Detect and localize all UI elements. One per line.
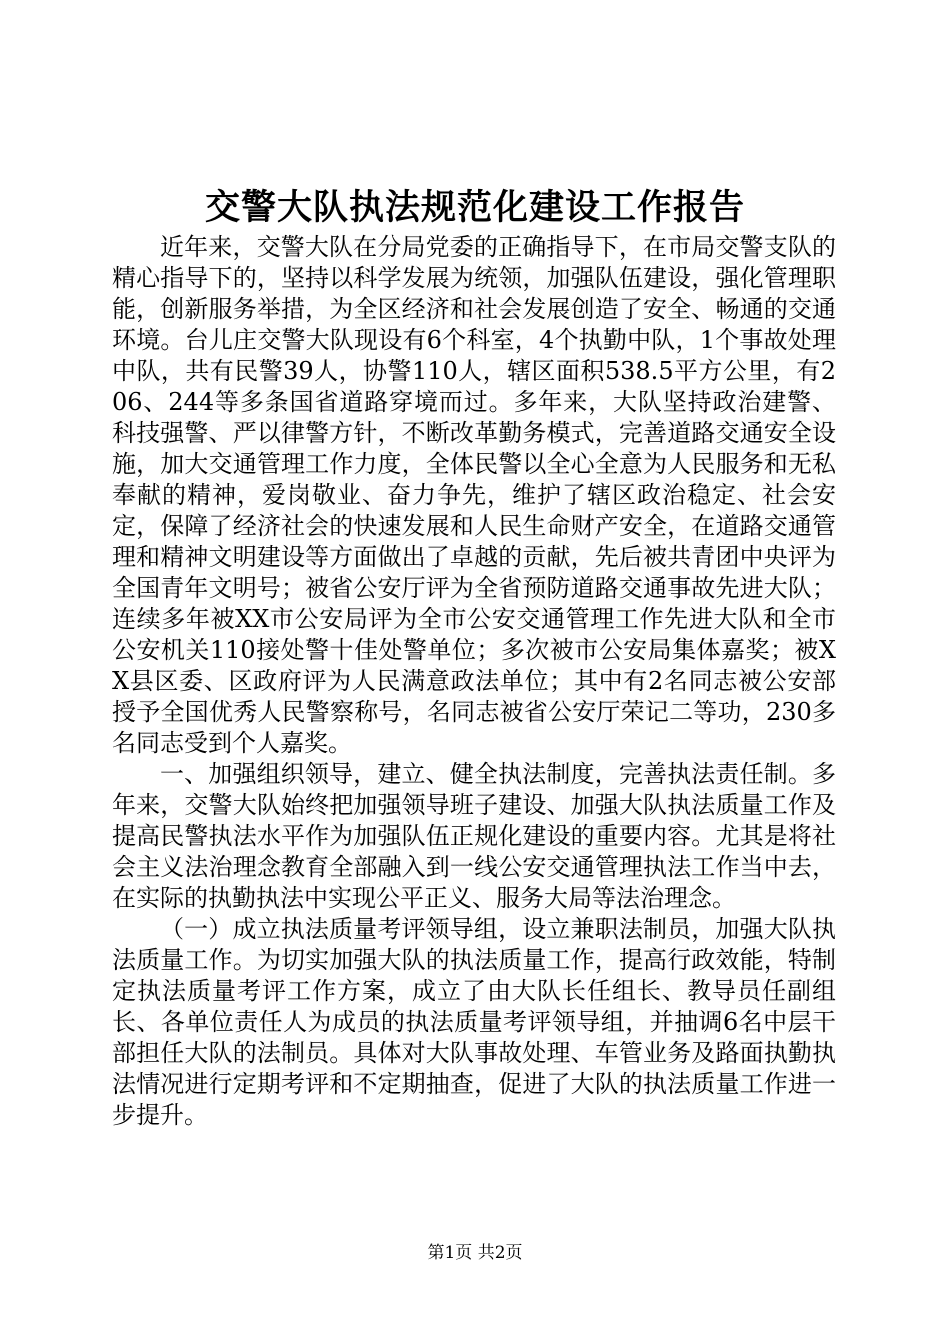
page-footer: 第1页 共2页 xyxy=(427,1243,523,1263)
paragraph-subsection-one: （一）成立执法质量考评领导组，设立兼职法制员，加强大队执法质量工作。为切实加强大队的执法质量工作，提高行政效能，特制定执法质量考评工作方案，成立了由大队长任组长、教导员任副组长、各单位责任人为成员的执法质量考评领导组，并抽调6名中层干部担任大队的法制员。具体对大队事故处理、车管业务及路面执勤执法情况进行定期考评和不定期抽查，促进了大队的执法质量工作进一步提升。 xyxy=(112,915,836,1129)
paragraph-section-one: 一、加强组织领导，建立、健全执法制度，完善执法责任制。多年来，交警大队始终把加强领导班子建设、加强大队执法质量工作及提高民警执法水平作为加强队伍正规化建设的重要内容。尤其是将社会主义法治理念教育全部融入到一线公安交通管理执法工作当中去，在实际的执勤执法中实现公平正义、服务大局等法治理念。 xyxy=(112,760,836,912)
paragraph-intro: 近年来，交警大队在分局党委的正确指导下，在市局交警支队的精心指导下的，坚持以科学发展为统领，加强队伍建设，强化管理职能，创新服务举措，为全区经济和社会发展创造了安全、畅通的交通环境。台儿庄交警大队现设有6个科室，4个执勤中队，1个事故处理中队，共有民警39人，协警110人，辖区面积538.5平方公里，有206、244等多条国省道路穿境而过。多年来，大队坚持政治建警、科技强警、严以律警方针，不断改革勤务模式，完善道路交通安全设施，加大交通管理工作力度，全体民警以全心全意为人民服务和无私奉献的精神，爱岗敬业、奋力争先，维护了辖区政治稳定、社会安定，保障了经济社会的快速发展和人民生命财产安全，在道路交通管理和精神文明建设等方面做出了卓越的贡献，先后被共青团中央评为全国青年文明号；被省公安厅评为全省预防道路交通事故先进大队；连续多年被XX市公安局评为全市公安交通管理工作先进大队和全市公安机关110接处警十佳处警单位；多次被市公安局集体嘉奖；被XX县区委、区政府评为人民满意政法单位；其中有2名同志被公安部授予全国优秀人民警察称号，名同志被省公安厅荣记二等功，230多名同志受到个人嘉奖。 xyxy=(112,233,836,757)
document-body xyxy=(112,232,836,1131)
document-title: 交警大队执法规范化建设工作报告 xyxy=(204,187,745,228)
